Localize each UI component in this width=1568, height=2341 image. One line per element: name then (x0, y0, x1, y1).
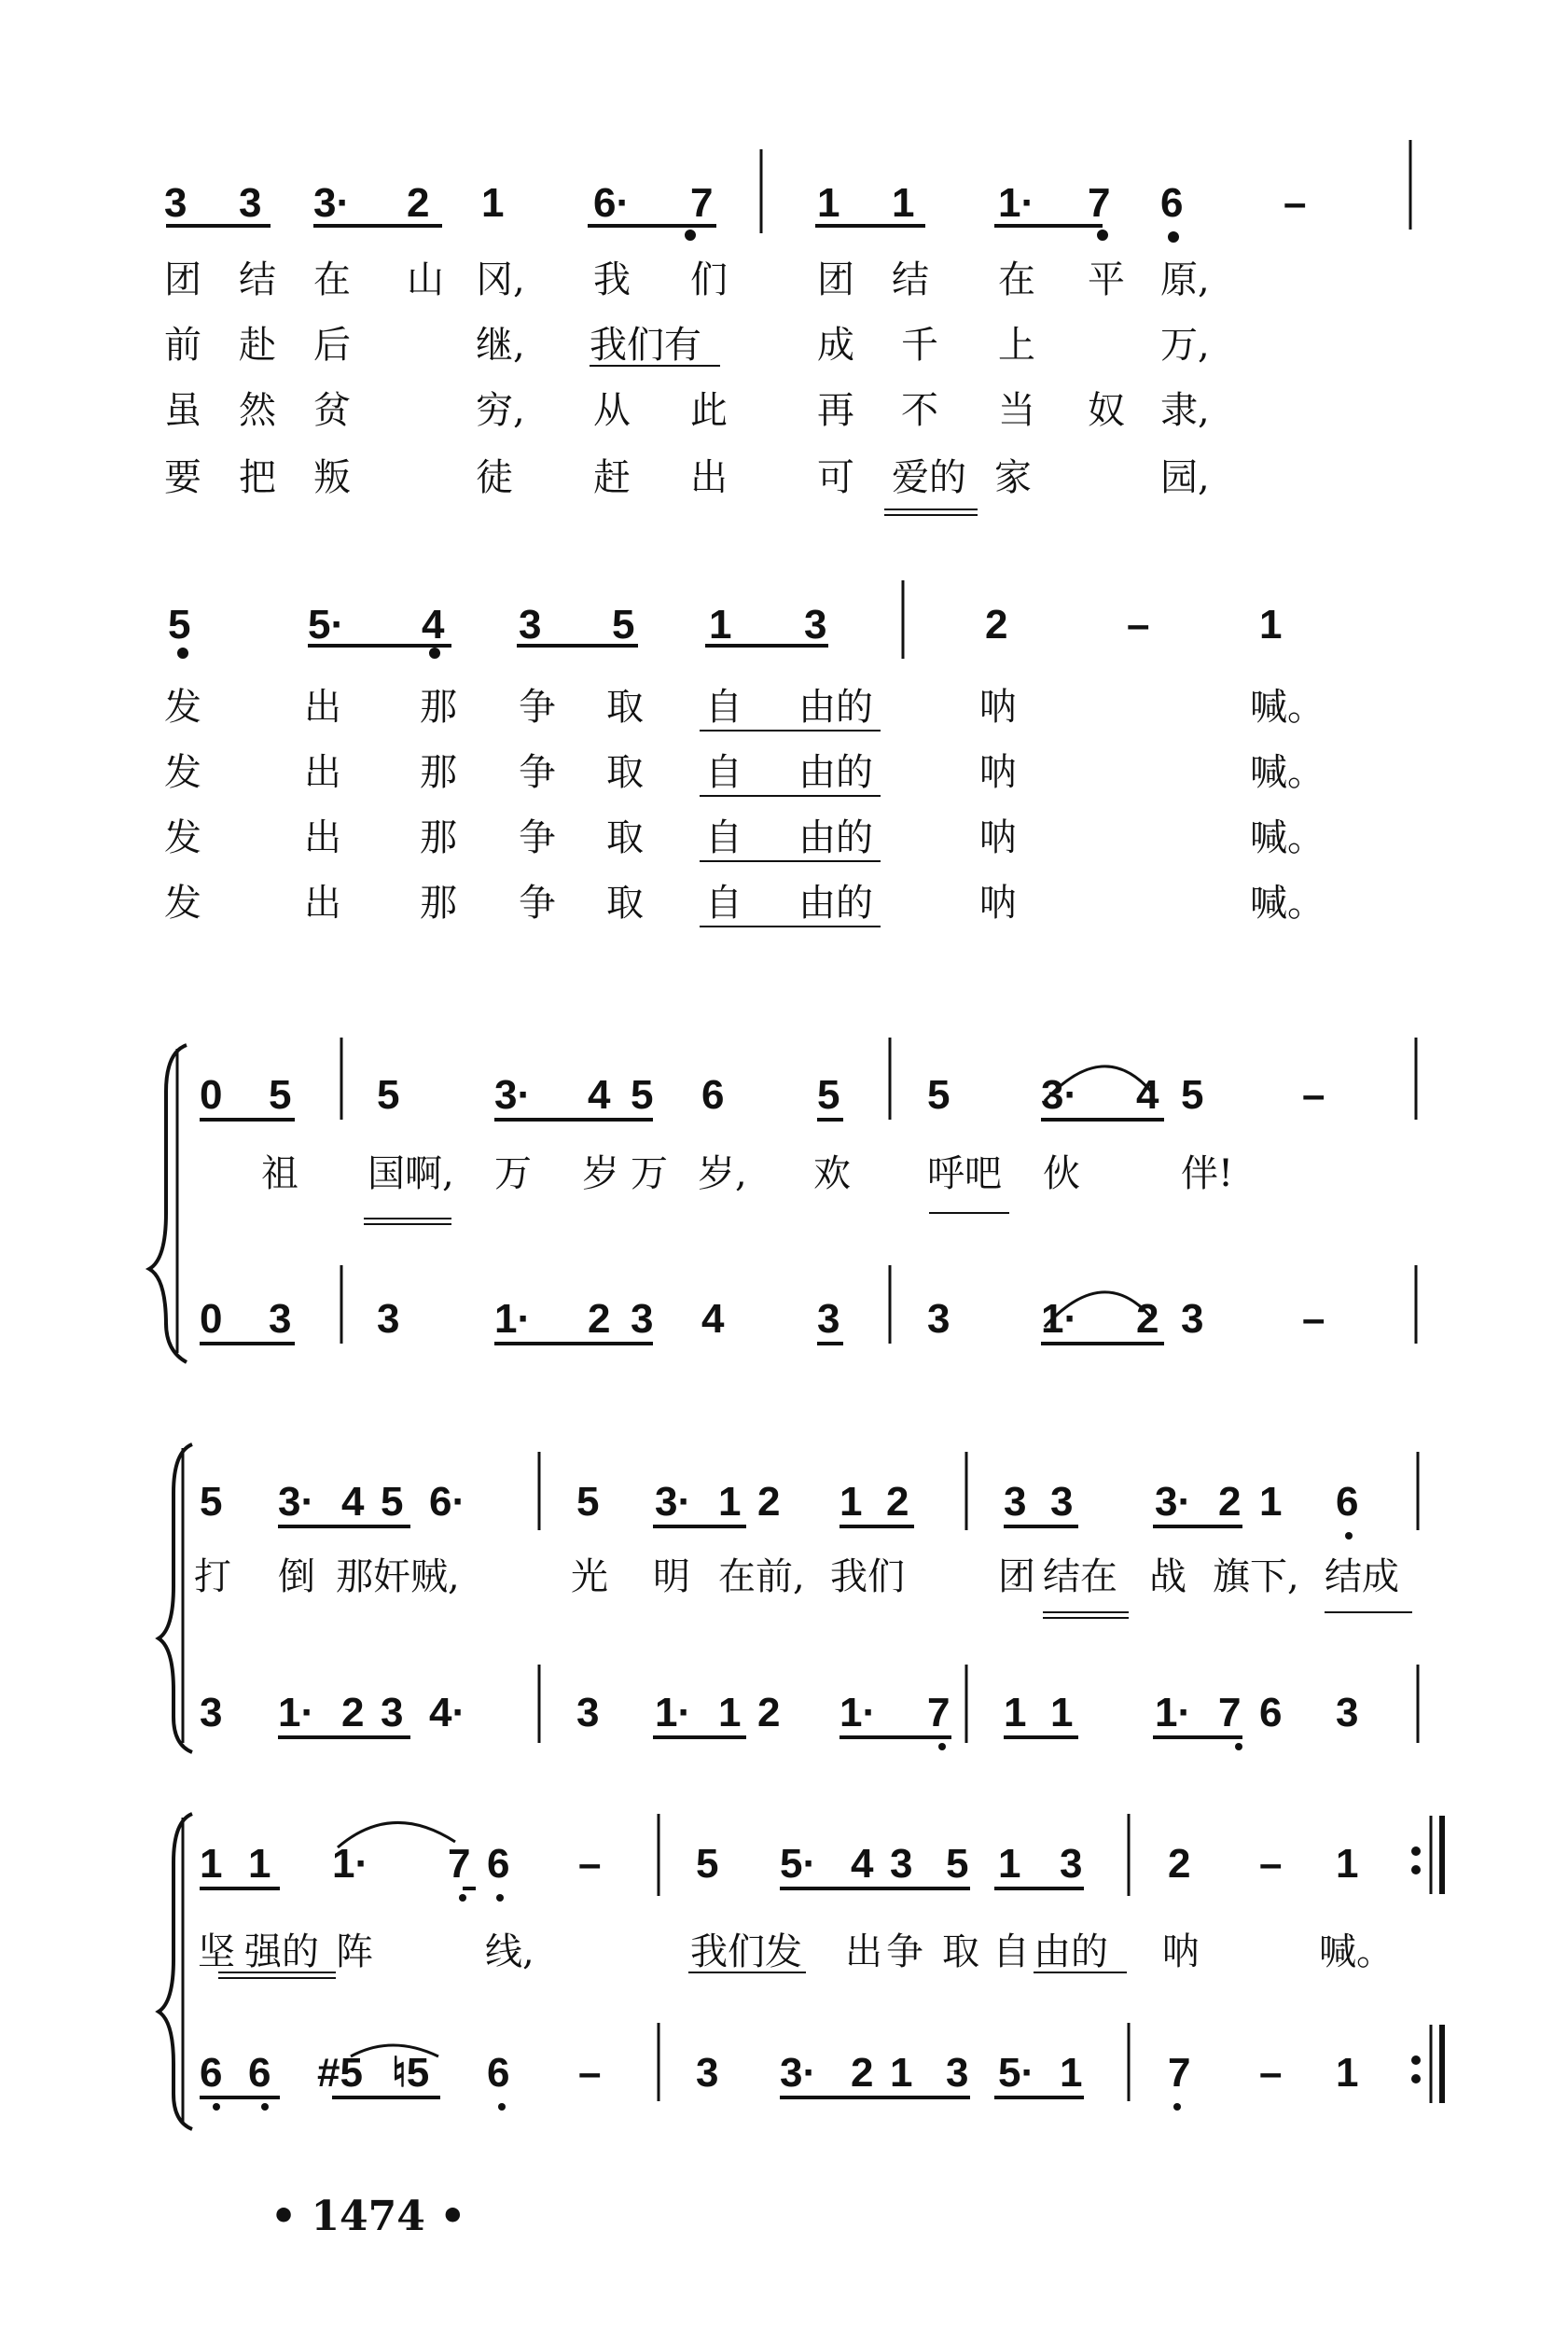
note: 4 (422, 602, 445, 648)
lyric: 强的 (244, 1930, 319, 1973)
lyric: 在 (313, 258, 351, 301)
note: 1 (718, 1690, 742, 1735)
note: 4· (429, 1690, 466, 1735)
lyric: 冈, (476, 258, 525, 301)
note: 3 (1060, 1841, 1083, 1887)
lyric: 阵 (336, 1930, 373, 1973)
lyric: 旗下, (1213, 1555, 1299, 1598)
lyric: 坚 (198, 1930, 235, 1973)
note: 2 (341, 1690, 365, 1735)
note: 6· (429, 1479, 466, 1525)
lyric: 再 (817, 389, 854, 432)
lyric: 自 (992, 1930, 1030, 1973)
lyric: 自 (705, 882, 742, 925)
lyric: 前 (164, 324, 201, 367)
note: 7 (1168, 2050, 1191, 2096)
lyric: 光 (571, 1555, 608, 1598)
lyric: 要 (164, 456, 201, 499)
lyric: 可 (817, 456, 854, 499)
note: 2 (407, 180, 430, 226)
note: 2 (588, 1296, 611, 1342)
lyric: 万 (494, 1152, 532, 1195)
note: 1 (248, 1841, 271, 1887)
note: 5 (612, 602, 635, 648)
note: 1 (1004, 1690, 1027, 1735)
note: – (1259, 2050, 1283, 2096)
note: 3 (377, 1296, 400, 1342)
lyric: 明 (653, 1555, 690, 1598)
note: 6 (487, 1841, 510, 1887)
note: 5 (377, 1072, 400, 1118)
lyric: 出 (304, 686, 341, 729)
note: 1· (998, 180, 1035, 226)
note: 3· (313, 180, 351, 226)
note: – (578, 2050, 602, 2096)
note: 3· (655, 1479, 692, 1525)
lyric: 争 (519, 882, 556, 925)
note: 5 (631, 1072, 654, 1118)
lyric: 出 (304, 751, 341, 794)
note: 5 (381, 1479, 404, 1525)
note: 5· (998, 2050, 1035, 2096)
lyric: 取 (606, 816, 644, 859)
lyric: 团 (164, 258, 201, 301)
lyric: 呐 (979, 686, 1017, 729)
lyric: 们 (690, 258, 728, 301)
lyric: 喊。 (1250, 882, 1325, 925)
note: 4 (701, 1296, 725, 1342)
note: 2 (757, 1479, 781, 1525)
lyric: 喊。 (1319, 1930, 1394, 1973)
note: 3 (946, 2050, 969, 2096)
note: 3· (278, 1479, 315, 1525)
note: – (1259, 1841, 1283, 1887)
lyric: 出 (304, 816, 341, 859)
lyric: 家 (994, 456, 1032, 499)
note: 5· (308, 602, 345, 648)
lyric: 线, (485, 1930, 534, 1973)
note: 3 (239, 180, 262, 226)
note: 0 (200, 1296, 223, 1342)
lyric: 叛 (313, 456, 351, 499)
lyric: 岁, (698, 1152, 747, 1195)
lyric: 由的 (798, 751, 873, 794)
lyric: 当 (998, 389, 1035, 432)
note: 3· (1041, 1072, 1078, 1118)
note: 3 (890, 1841, 913, 1887)
lyric: 喊。 (1250, 816, 1325, 859)
note: 3 (927, 1296, 951, 1342)
note: 5 (696, 1841, 719, 1887)
lyric: 不 (901, 389, 938, 432)
lyric: 我们发 (690, 1930, 802, 1973)
note: 2 (757, 1690, 781, 1735)
note: 7 (448, 1841, 471, 1887)
note: 3 (519, 602, 542, 648)
note: 1 (1259, 602, 1283, 648)
note: 4 (588, 1072, 611, 1118)
note: 1 (890, 2050, 913, 2096)
lyric: 赶 (593, 456, 631, 499)
note: 2 (985, 602, 1008, 648)
note: 3 (269, 1296, 292, 1342)
note: 7 (1088, 180, 1111, 226)
lyric: 出 (845, 1930, 882, 1973)
lyric: 千 (901, 324, 938, 367)
lyric: 取 (606, 882, 644, 925)
lyric: 取 (606, 751, 644, 794)
note: 1 (817, 180, 840, 226)
note: 1· (655, 1690, 692, 1735)
note: 3 (200, 1690, 223, 1735)
note: 6 (701, 1072, 725, 1118)
lyric: 徒 (476, 456, 513, 499)
note: 6 (487, 2050, 510, 2096)
note: 1 (1336, 2050, 1359, 2096)
note: 1· (1155, 1690, 1192, 1735)
note: 1· (332, 1841, 369, 1887)
note: #5 (317, 2050, 363, 2096)
lyric: 我们有 (590, 324, 701, 367)
lyric: 虽 (164, 389, 201, 432)
note: – (578, 1841, 602, 1887)
note: 5 (946, 1841, 969, 1887)
lyric: 此 (690, 389, 728, 432)
lyric: 结 (239, 258, 276, 301)
note: 1· (494, 1296, 532, 1342)
lyric: 喊。 (1250, 751, 1325, 794)
lyric: 那 (420, 816, 457, 859)
note: 7 (690, 180, 714, 226)
note: 5 (576, 1479, 600, 1525)
note: 1 (1060, 2050, 1083, 2096)
note: 5 (1181, 1072, 1204, 1118)
lyric: 贫 (313, 389, 351, 432)
lyric: 园, (1160, 456, 1210, 499)
lyric: 万 (631, 1152, 668, 1195)
lyric: 倒 (278, 1555, 315, 1598)
lyric: 结在 (1043, 1555, 1117, 1598)
lyric: 继, (476, 324, 525, 367)
note: 3 (1004, 1479, 1027, 1525)
lyric: 穷, (476, 389, 525, 432)
lyric: 呐 (979, 882, 1017, 925)
lyric: 在前, (718, 1555, 805, 1598)
note: 1 (892, 180, 915, 226)
lyric: 发 (164, 816, 201, 859)
note: – (1302, 1072, 1325, 1118)
note: 6 (248, 2050, 271, 2096)
lyric: 我 (593, 258, 631, 301)
lyric: 后 (313, 324, 351, 367)
note: 6 (1160, 180, 1184, 226)
note: 2 (886, 1479, 909, 1525)
lyric: 战 (1149, 1555, 1186, 1598)
note: 3· (494, 1072, 532, 1118)
lyric: 从 (593, 389, 631, 432)
note: 3 (804, 602, 827, 648)
lyric: 爱的 (892, 456, 966, 499)
lyric: 争 (519, 686, 556, 729)
note: 3 (381, 1690, 404, 1735)
note: 3· (1155, 1479, 1192, 1525)
note: 3 (631, 1296, 654, 1342)
note: 6 (1336, 1479, 1359, 1525)
note: 5 (200, 1479, 223, 1525)
lyric: 由的 (798, 686, 873, 729)
lyric: 争 (519, 751, 556, 794)
lyric: 取 (606, 686, 644, 729)
lyric: 把 (239, 456, 276, 499)
note: 1· (1041, 1296, 1078, 1342)
note: 1 (1336, 1841, 1359, 1887)
lyric: 呐 (1162, 1930, 1200, 1973)
lyric: 我们 (830, 1555, 905, 1598)
lyric: 伴! (1181, 1152, 1234, 1195)
lyric: 祖 (261, 1152, 298, 1195)
note: 1· (278, 1690, 315, 1735)
lyric: 那 (420, 882, 457, 925)
lyric: 由的 (1034, 1930, 1108, 1973)
note: 5· (780, 1841, 817, 1887)
lyric: 平 (1088, 258, 1125, 301)
note: 3 (1181, 1296, 1204, 1342)
note: 7 (927, 1690, 951, 1735)
lyric: 伙 (1043, 1152, 1080, 1195)
lyric: 岁 (582, 1152, 619, 1195)
lyric: 团 (817, 258, 854, 301)
lyric: 成 (817, 324, 854, 367)
note: 3 (696, 2050, 719, 2096)
lyric: 呐 (979, 751, 1017, 794)
lyric: 山 (407, 258, 444, 301)
note: 5 (168, 602, 191, 648)
lyric: 那 (420, 751, 457, 794)
lyric: 自 (705, 751, 742, 794)
lyric: 呼吧 (927, 1152, 1002, 1195)
note: 1 (1259, 1479, 1283, 1525)
lyric: 国啊, (368, 1152, 454, 1195)
note: 1· (840, 1690, 877, 1735)
note: 2 (851, 2050, 874, 2096)
lyric: 上 (998, 324, 1035, 367)
lyric: 争 (886, 1930, 923, 1973)
note: 1 (718, 1479, 742, 1525)
lyric: 在 (998, 258, 1035, 301)
note: 2 (1136, 1296, 1159, 1342)
lyric: 自 (705, 686, 742, 729)
note: 1 (481, 180, 505, 226)
note: 0 (200, 1072, 223, 1118)
note: 1 (709, 602, 732, 648)
lyric: 争 (519, 816, 556, 859)
lyric: 赴 (239, 324, 276, 367)
lyric: 由的 (798, 816, 873, 859)
lyric: 自 (705, 816, 742, 859)
lyric: 原, (1160, 258, 1210, 301)
note: – (1127, 602, 1150, 648)
note: 3 (817, 1296, 840, 1342)
note: 4 (341, 1479, 365, 1525)
note: 3 (576, 1690, 600, 1735)
note: 6 (200, 2050, 223, 2096)
note: 1 (998, 1841, 1021, 1887)
note: 3 (1336, 1690, 1359, 1735)
note: 7 (1218, 1690, 1242, 1735)
lyric: 万, (1160, 324, 1210, 367)
note: 2 (1168, 1841, 1191, 1887)
lyric: 由的 (798, 882, 873, 925)
note: 6· (593, 180, 631, 226)
note: 5 (269, 1072, 292, 1118)
lyric: 发 (164, 882, 201, 925)
note: 4 (1136, 1072, 1159, 1118)
note: – (1284, 180, 1307, 226)
lyric: 出 (690, 456, 728, 499)
note: 4 (851, 1841, 874, 1887)
lyric: 呐 (979, 816, 1017, 859)
lyric: 取 (942, 1930, 979, 1973)
lyric: 发 (164, 751, 201, 794)
note: 3 (1050, 1479, 1074, 1525)
lyric: 那奸贼, (336, 1555, 460, 1598)
note: 3 (164, 180, 187, 226)
lyric: 奴 (1088, 389, 1125, 432)
note: 1 (200, 1841, 223, 1887)
lyric: 隶, (1160, 389, 1210, 432)
lyric: 出 (304, 882, 341, 925)
note: 5 (817, 1072, 840, 1118)
lyric: 欢 (813, 1152, 851, 1195)
note: 3· (780, 2050, 817, 2096)
note: 1 (840, 1479, 863, 1525)
note: ♮5 (392, 2050, 430, 2096)
lyric: 结 (892, 258, 929, 301)
lyric: 团 (998, 1555, 1035, 1598)
note: – (1302, 1296, 1325, 1342)
lyric: 发 (164, 686, 201, 729)
note: 1 (1050, 1690, 1074, 1735)
lyric: 然 (239, 389, 276, 432)
page-number: • 1474 • (271, 2193, 466, 2240)
note: 2 (1218, 1479, 1242, 1525)
note: 5 (927, 1072, 951, 1118)
lyric: 那 (420, 686, 457, 729)
lyric: 打 (194, 1555, 231, 1598)
lyric: 结成 (1325, 1555, 1399, 1598)
lyric: 喊。 (1250, 686, 1325, 729)
note: 6 (1259, 1690, 1283, 1735)
